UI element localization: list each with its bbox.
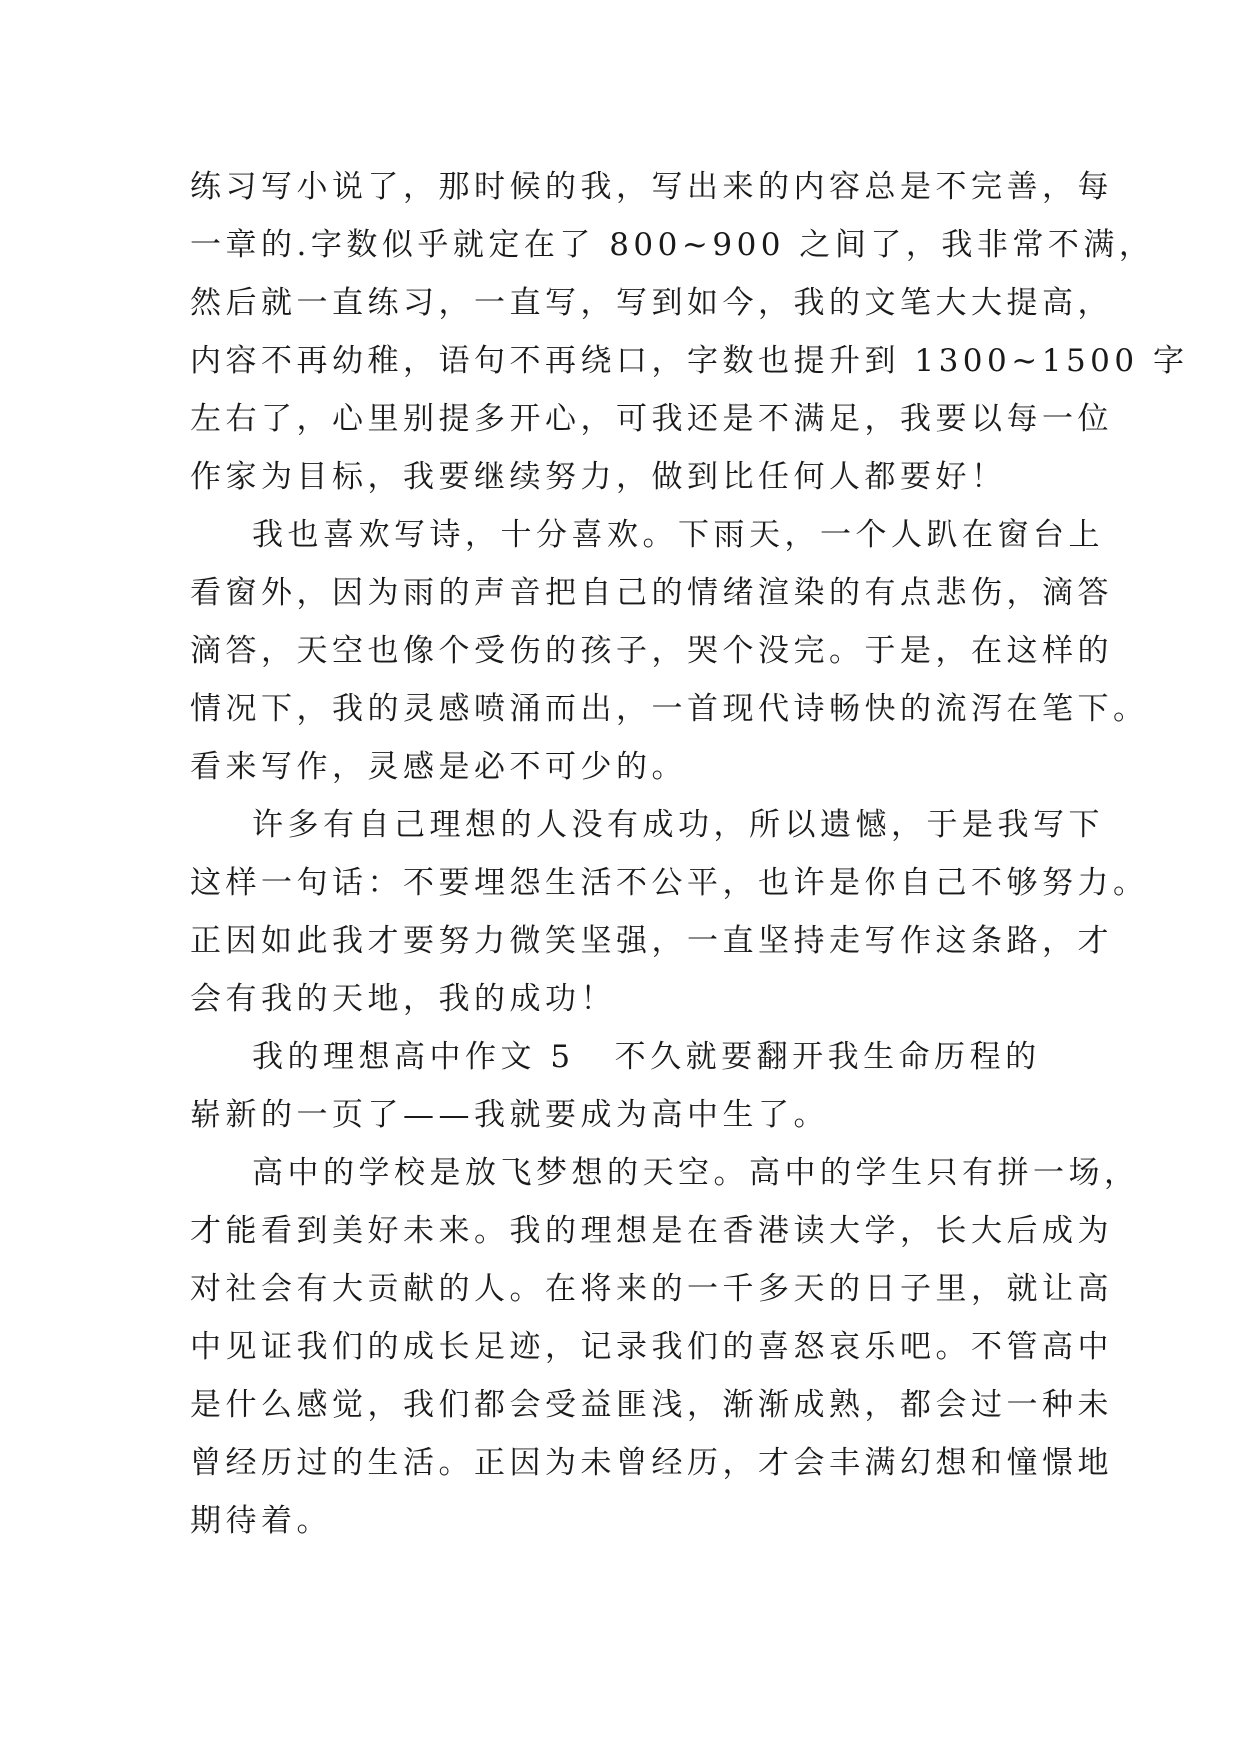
text-line: 对社会有大贡献的人。在将来的一千多天的日子里，就让高: [190, 1271, 1113, 1307]
text-line: 崭新的一页了——我就要成为高中生了。: [190, 1097, 829, 1133]
text-line: 期待着。: [190, 1503, 332, 1539]
text-line: 情况下，我的灵感喷涌而出，一首现代诗畅快的流泻在笔下。: [190, 691, 1149, 727]
text-line: 是什么感觉，我们都会受益匪浅，渐渐成熟，都会过一种未: [190, 1387, 1113, 1423]
text-line: 练习写小说了，那时候的我，写出来的内容总是不完善，每: [190, 169, 1113, 205]
text-line: 滴答，天空也像个受伤的孩子，哭个没完。于是，在这样的: [190, 633, 1113, 669]
text-line: 曾经历过的生活。正因为未曾经历，才会丰满幻想和憧憬地: [190, 1445, 1113, 1481]
text-line: 高中的学校是放飞梦想的天空。高中的学生只有拼一场，: [252, 1155, 1140, 1191]
text-line: 这样一句话：不要埋怨生活不公平，也许是你自己不够努力。: [190, 865, 1149, 901]
text-line: 许多有自己理想的人没有成功，所以遗憾，于是我写下: [252, 807, 1104, 843]
text-line: 我也喜欢写诗，十分喜欢。下雨天，一个人趴在窗台上: [252, 517, 1104, 553]
text-line: 作家为目标，我要继续努力，做到比任何人都要好！: [190, 459, 1007, 495]
heading-line: [252, 1027, 1052, 1087]
text-line: 会有我的天地，我的成功！: [190, 981, 616, 1017]
text-line: 看窗外，因为雨的声音把自己的情绪渲染的有点悲伤，滴答: [190, 575, 1113, 611]
essay-heading: 我的理想高中作文 5: [252, 1039, 575, 1075]
text-line: 才能看到美好未来。我的理想是在香港读大学，长大后成为: [190, 1213, 1113, 1249]
text-line: 正因如此我才要努力微笑坚强，一直坚持走写作这条路，才: [190, 923, 1113, 959]
text-line: 然后就一直练习，一直写，写到如今，我的文笔大大提高，: [190, 285, 1113, 321]
text-line: 内容不再幼稚，语句不再绕口，字数也提升到 1300~1500 字: [190, 343, 1189, 379]
text-line: 一章的.字数似乎就定在了 800~900 之间了，我非常不满，: [190, 227, 1155, 263]
text-line: 左右了，心里别提多开心，可我还是不满足，我要以每一位: [190, 401, 1113, 437]
text-line: 中见证我们的成长足迹，记录我们的喜怒哀乐吧。不管高中: [190, 1329, 1113, 1365]
text-line: 看来写作，灵感是必不可少的。: [190, 749, 687, 785]
essay-opening: 不久就要翻开我生命历程的: [614, 1039, 1041, 1075]
